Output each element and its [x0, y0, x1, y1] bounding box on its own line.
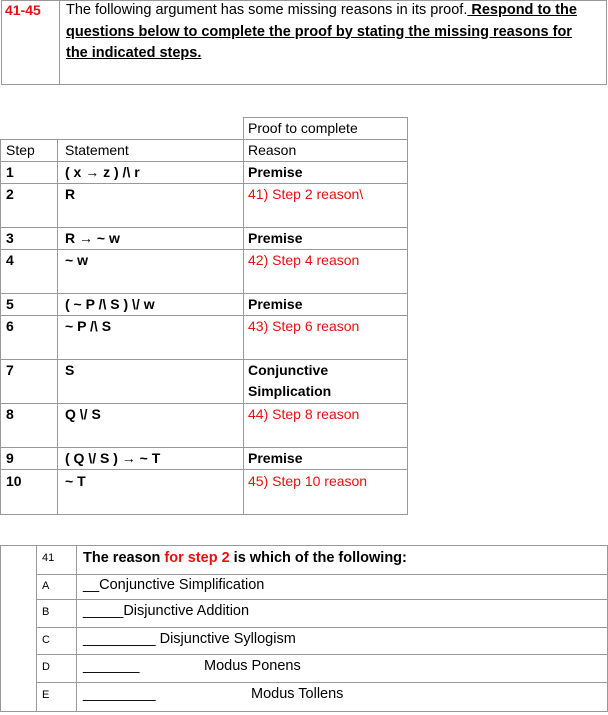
prompt-start: The reason — [83, 550, 165, 566]
option-letter-d: D — [42, 661, 50, 673]
option-letter-e: E — [42, 689, 50, 701]
step-number: 7 — [6, 362, 14, 378]
option-letter-c: C — [42, 634, 50, 646]
statement: ( x → z ) /\ r — [65, 164, 140, 180]
question-range: 41-45 — [5, 2, 41, 18]
step-number: 4 — [6, 252, 14, 268]
column-header-step: Step — [6, 142, 35, 158]
option-d[interactable] — [83, 658, 139, 674]
statement: ~ P /\ S — [65, 318, 112, 334]
option-c[interactable] — [83, 631, 296, 647]
statement: R → ~ w — [65, 230, 120, 246]
answer-blank[interactable]: _____ — [83, 603, 124, 619]
option-e-text: Modus Tollens — [251, 686, 344, 702]
statement: Q \/ S — [65, 406, 101, 422]
statement: ( Q \/ S ) → ~ T — [65, 450, 161, 466]
instructions-plain: The following argument has some missing reasons in its proof. — [66, 2, 468, 18]
step-number: 10 — [6, 473, 22, 489]
question-prompt — [83, 550, 407, 566]
proof-table — [0, 117, 408, 515]
instructions-emphasis: Respond to the questions below to complete the proof by stating the missing reasons for the indicated steps. — [66, 2, 577, 61]
reason-missing: 45) Step 10 reason — [248, 473, 368, 489]
step-number: 8 — [6, 406, 14, 422]
reason: Premise — [248, 230, 303, 246]
statement: ~ T — [65, 473, 86, 489]
reason-missing: 43) Step 6 reason — [248, 318, 360, 334]
option-letter-a: A — [42, 580, 50, 592]
statement: ( ~ P /\ S ) \/ w — [65, 296, 155, 312]
column-header-reason: Reason — [248, 142, 297, 158]
option-text: Conjunctive Simplification — [99, 577, 265, 593]
reason-missing: 44) Step 8 reason — [248, 406, 360, 422]
reason-line-2: Simplication — [248, 383, 332, 399]
option-text: Disjunctive Syllogism — [155, 631, 296, 647]
instructions-text — [66, 0, 586, 65]
step-number: 3 — [6, 230, 14, 246]
answer-blank[interactable]: _______ — [83, 658, 140, 674]
reason: Premise — [248, 164, 303, 180]
reason: Premise — [248, 450, 303, 466]
column-header-statement: Statement — [65, 142, 129, 158]
option-letter-b: B — [42, 606, 50, 618]
option-text: Disjunctive Addition — [123, 603, 250, 619]
statement: S — [65, 362, 75, 378]
option-e[interactable] — [83, 686, 156, 702]
answer-blank[interactable]: _________ — [83, 631, 156, 647]
reason-line-1: Conjunctive — [248, 362, 329, 378]
statement: R — [65, 186, 76, 202]
statement: ~ w — [65, 252, 88, 268]
step-number: 2 — [6, 186, 14, 202]
question-41-table — [0, 545, 608, 715]
question-number: 41 — [42, 552, 55, 564]
answer-blank[interactable]: _________ — [83, 686, 156, 702]
proof-caption: Proof to complete — [248, 120, 358, 136]
reason-missing: 42) Step 4 reason — [248, 252, 360, 268]
answer-blank[interactable]: __ — [83, 577, 100, 593]
option-b[interactable] — [83, 603, 249, 619]
step-number: 5 — [6, 296, 14, 312]
reason: Premise — [248, 296, 303, 312]
option-a[interactable] — [83, 577, 264, 593]
option-d-text: Modus Ponens — [204, 658, 301, 674]
step-number: 1 — [6, 164, 14, 180]
reason-missing: 41) Step 2 reason\ — [248, 186, 364, 202]
prompt-highlight: for step 2 — [164, 550, 230, 566]
prompt-end: is which of the following: — [229, 550, 407, 566]
step-number: 9 — [6, 450, 14, 466]
step-number: 6 — [6, 318, 14, 334]
